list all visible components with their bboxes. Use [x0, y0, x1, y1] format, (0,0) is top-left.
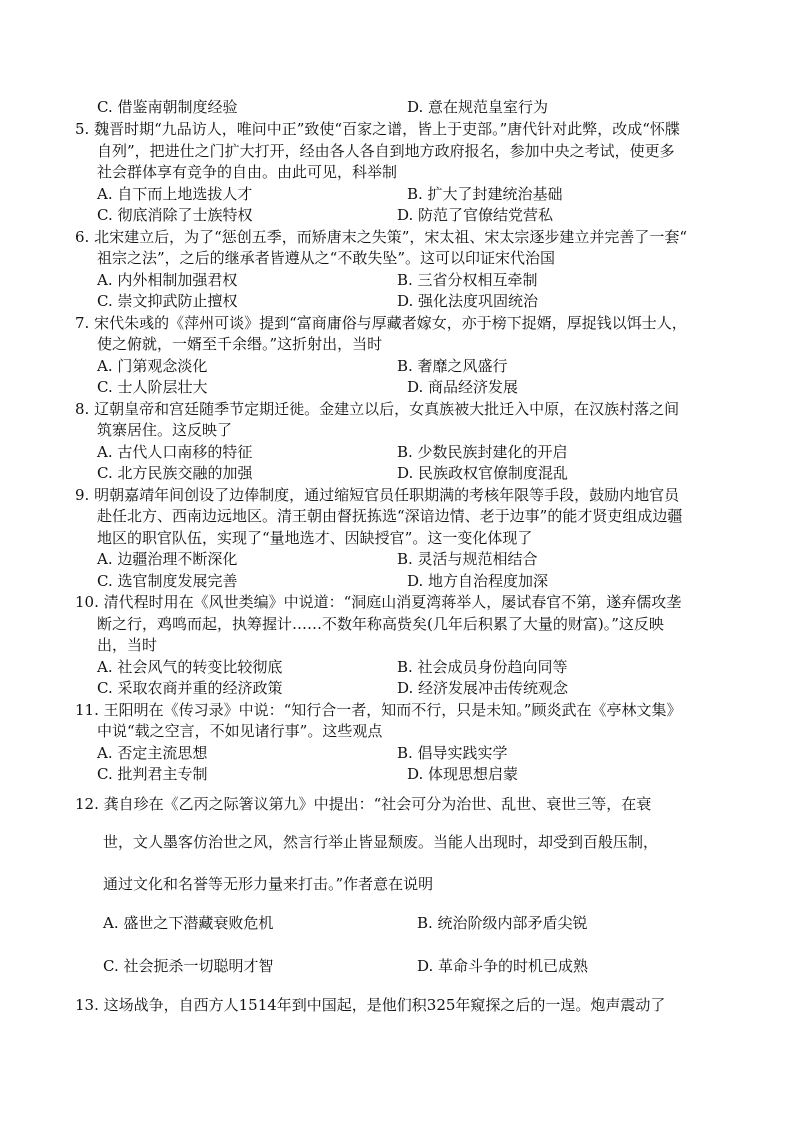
- q4-option-c[interactable]: C. 借鉴南朝制度经验: [97, 98, 238, 116]
- q11-stem-line2: 中说“载之空言，不如见诸行事”。这些观点: [97, 722, 383, 740]
- q8-option-c[interactable]: C. 北方民族交融的加强: [97, 464, 253, 482]
- q9-option-c[interactable]: C. 选官制度发展完善: [97, 572, 238, 590]
- q12-stem-line3: 通过文化和名誉等无形力量来打击。”作者意在说明: [103, 875, 434, 893]
- q9-option-b[interactable]: B. 灵活与规范相结合: [397, 550, 538, 568]
- q4-option-d[interactable]: D. 意在规范皇室行为: [407, 98, 549, 116]
- q11-option-a[interactable]: A. 否定主流思想: [97, 744, 208, 762]
- q9-stem-line2: 赴任北方、西南边远地区。清王朝由督抚拣选“深谙边情、老于边事”的能才贤吏组成边疆: [97, 507, 683, 525]
- q9-stem-line3: 地区的职官队伍，实现了“量地选才、因缺授官”。这一变化体现了: [97, 529, 533, 547]
- q5-option-d[interactable]: D. 防范了官僚结党营私: [397, 206, 554, 224]
- q7-option-d[interactable]: D. 商品经济发展: [407, 378, 519, 396]
- q5-stem-line2: 自列”，把进仕之门扩大打开，经由各人各自到地方政府报名，参加中央之考试，使更多: [97, 142, 675, 160]
- q5-option-b[interactable]: B. 扩大了封建统治基础: [407, 185, 563, 203]
- q8-option-d[interactable]: D. 民族政权官僚制度混乱: [397, 464, 569, 482]
- q10-option-b[interactable]: B. 社会成员身份趋向同等: [397, 658, 568, 676]
- q7-option-c[interactable]: C. 士人阶层壮大: [97, 378, 208, 396]
- q6-option-b[interactable]: B. 三省分权相互牵制: [397, 271, 538, 289]
- q12-option-b[interactable]: B. 统治阶级内部矛盾尖锐: [417, 914, 588, 932]
- q6-option-a[interactable]: A. 内外相制加强君权: [97, 271, 238, 289]
- q11-option-b[interactable]: B. 倡导实践实学: [397, 744, 508, 762]
- q5-option-a[interactable]: A. 自下而上地选拔人才: [97, 185, 253, 203]
- q7-stem-line1: 7. 宋代朱彧的《萍州可谈》提到“富商庸俗与厚藏者嫁女，亦于榜下捉婿，厚捉钱以饵士人，: [75, 314, 687, 332]
- q10-stem-line2: 断之行，鸡鸣而起，执筹握计……不数年称高赀矣(几年后积累了大量的财富)。”这反映: [97, 615, 664, 633]
- q9-option-d[interactable]: D. 地方自治程度加深: [407, 572, 549, 590]
- q12-option-c[interactable]: C. 社会扼杀一切聪明才智: [103, 957, 274, 975]
- q13-stem-line1: 13. 这场战争，自西方人1514年到中国起，是他们积325年窥探之后的一逞。炮声震动了: [75, 996, 666, 1014]
- q9-stem-line1: 9. 明朝嘉靖年间创设了边俸制度，通过缩短官员任职期满的考核年限等手段，鼓励内地官员: [75, 486, 680, 504]
- q7-option-b[interactable]: B. 奢靡之风盛行: [397, 357, 508, 375]
- q11-option-c[interactable]: C. 批判君主专制: [97, 765, 208, 783]
- q5-stem-line1: 5. 魏晋时期“九品访人，唯问中正”致使“百家之谱，皆上于吏部。”唐代针对此弊，改成“怀牒: [75, 120, 680, 138]
- q5-stem-line3: 社会群体享有竞争的自由。由此可见，科举制: [97, 163, 398, 181]
- q8-stem-line2: 筑寨居住。这反映了: [97, 421, 233, 439]
- q11-stem-line1: 11. 王阳明在《传习录》中说：“知行合一者，知而不行，只是未知。”顾炎武在《亭林文集》: [75, 701, 682, 719]
- q6-stem-line2: 祖宗之法”，之后的继承者皆遵从之“不敢失坠”。这可以印证宋代治国: [97, 249, 556, 267]
- q12-stem-line1: 12. 龚自珍在《乙丙之际箸议第九》中提出：“社会可分为治世、乱世、衰世三等，在衰: [75, 795, 652, 813]
- q10-stem-line3: 出，当时: [97, 636, 158, 654]
- q8-stem-line1: 8. 辽朝皇帝和宫廷随季节定期迁徙。金建立以后，女真族被大批迁入中原，在汉族村落之间: [75, 400, 680, 418]
- q8-option-b[interactable]: B. 少数民族封建化的开启: [397, 443, 568, 461]
- q9-option-a[interactable]: A. 边疆治理不断深化: [97, 550, 238, 568]
- q11-option-d[interactable]: D. 体现思想启蒙: [407, 765, 519, 783]
- q8-option-a[interactable]: A. 古代人口南移的特征: [97, 443, 253, 461]
- q12-stem-line2: 世，文人墨客仿治世之风，然言行举止皆显颓废。当能人出现时，却受到百般压制，: [103, 833, 659, 851]
- q10-option-a[interactable]: A. 社会风气的转变比较彻底: [97, 658, 283, 676]
- q12-option-d[interactable]: D. 革命斗争的时机已成熟: [417, 957, 589, 975]
- q10-option-d[interactable]: D. 经济发展冲击传统观念: [397, 679, 569, 697]
- q6-option-c[interactable]: C. 崇文抑武防止擅权: [97, 292, 238, 310]
- q7-option-a[interactable]: A. 门第观念淡化: [97, 357, 208, 375]
- q12-option-a[interactable]: A. 盛世之下潜藏衰败危机: [103, 914, 274, 932]
- q10-stem-line1: 10. 清代程时用在《风世类编》中说道：“洞庭山消夏湾蒋举人，屡试春官不第，遂弃儒攻垄: [75, 593, 682, 611]
- q7-stem-line2: 使之俯就，一婿至千余缗。”这折射出，当时: [97, 335, 383, 353]
- q6-stem-line1: 6. 北宋建立后，为了“惩创五季，而矫唐末之失策”，宋太祖、宋太宗逐步建立并完善了一套“: [75, 228, 688, 246]
- q10-option-c[interactable]: C. 采取农商并重的经济政策: [97, 679, 283, 697]
- q6-option-d[interactable]: D. 强化法度巩固统治: [397, 292, 539, 310]
- q5-option-c[interactable]: C. 彻底消除了士族特权: [97, 206, 253, 224]
